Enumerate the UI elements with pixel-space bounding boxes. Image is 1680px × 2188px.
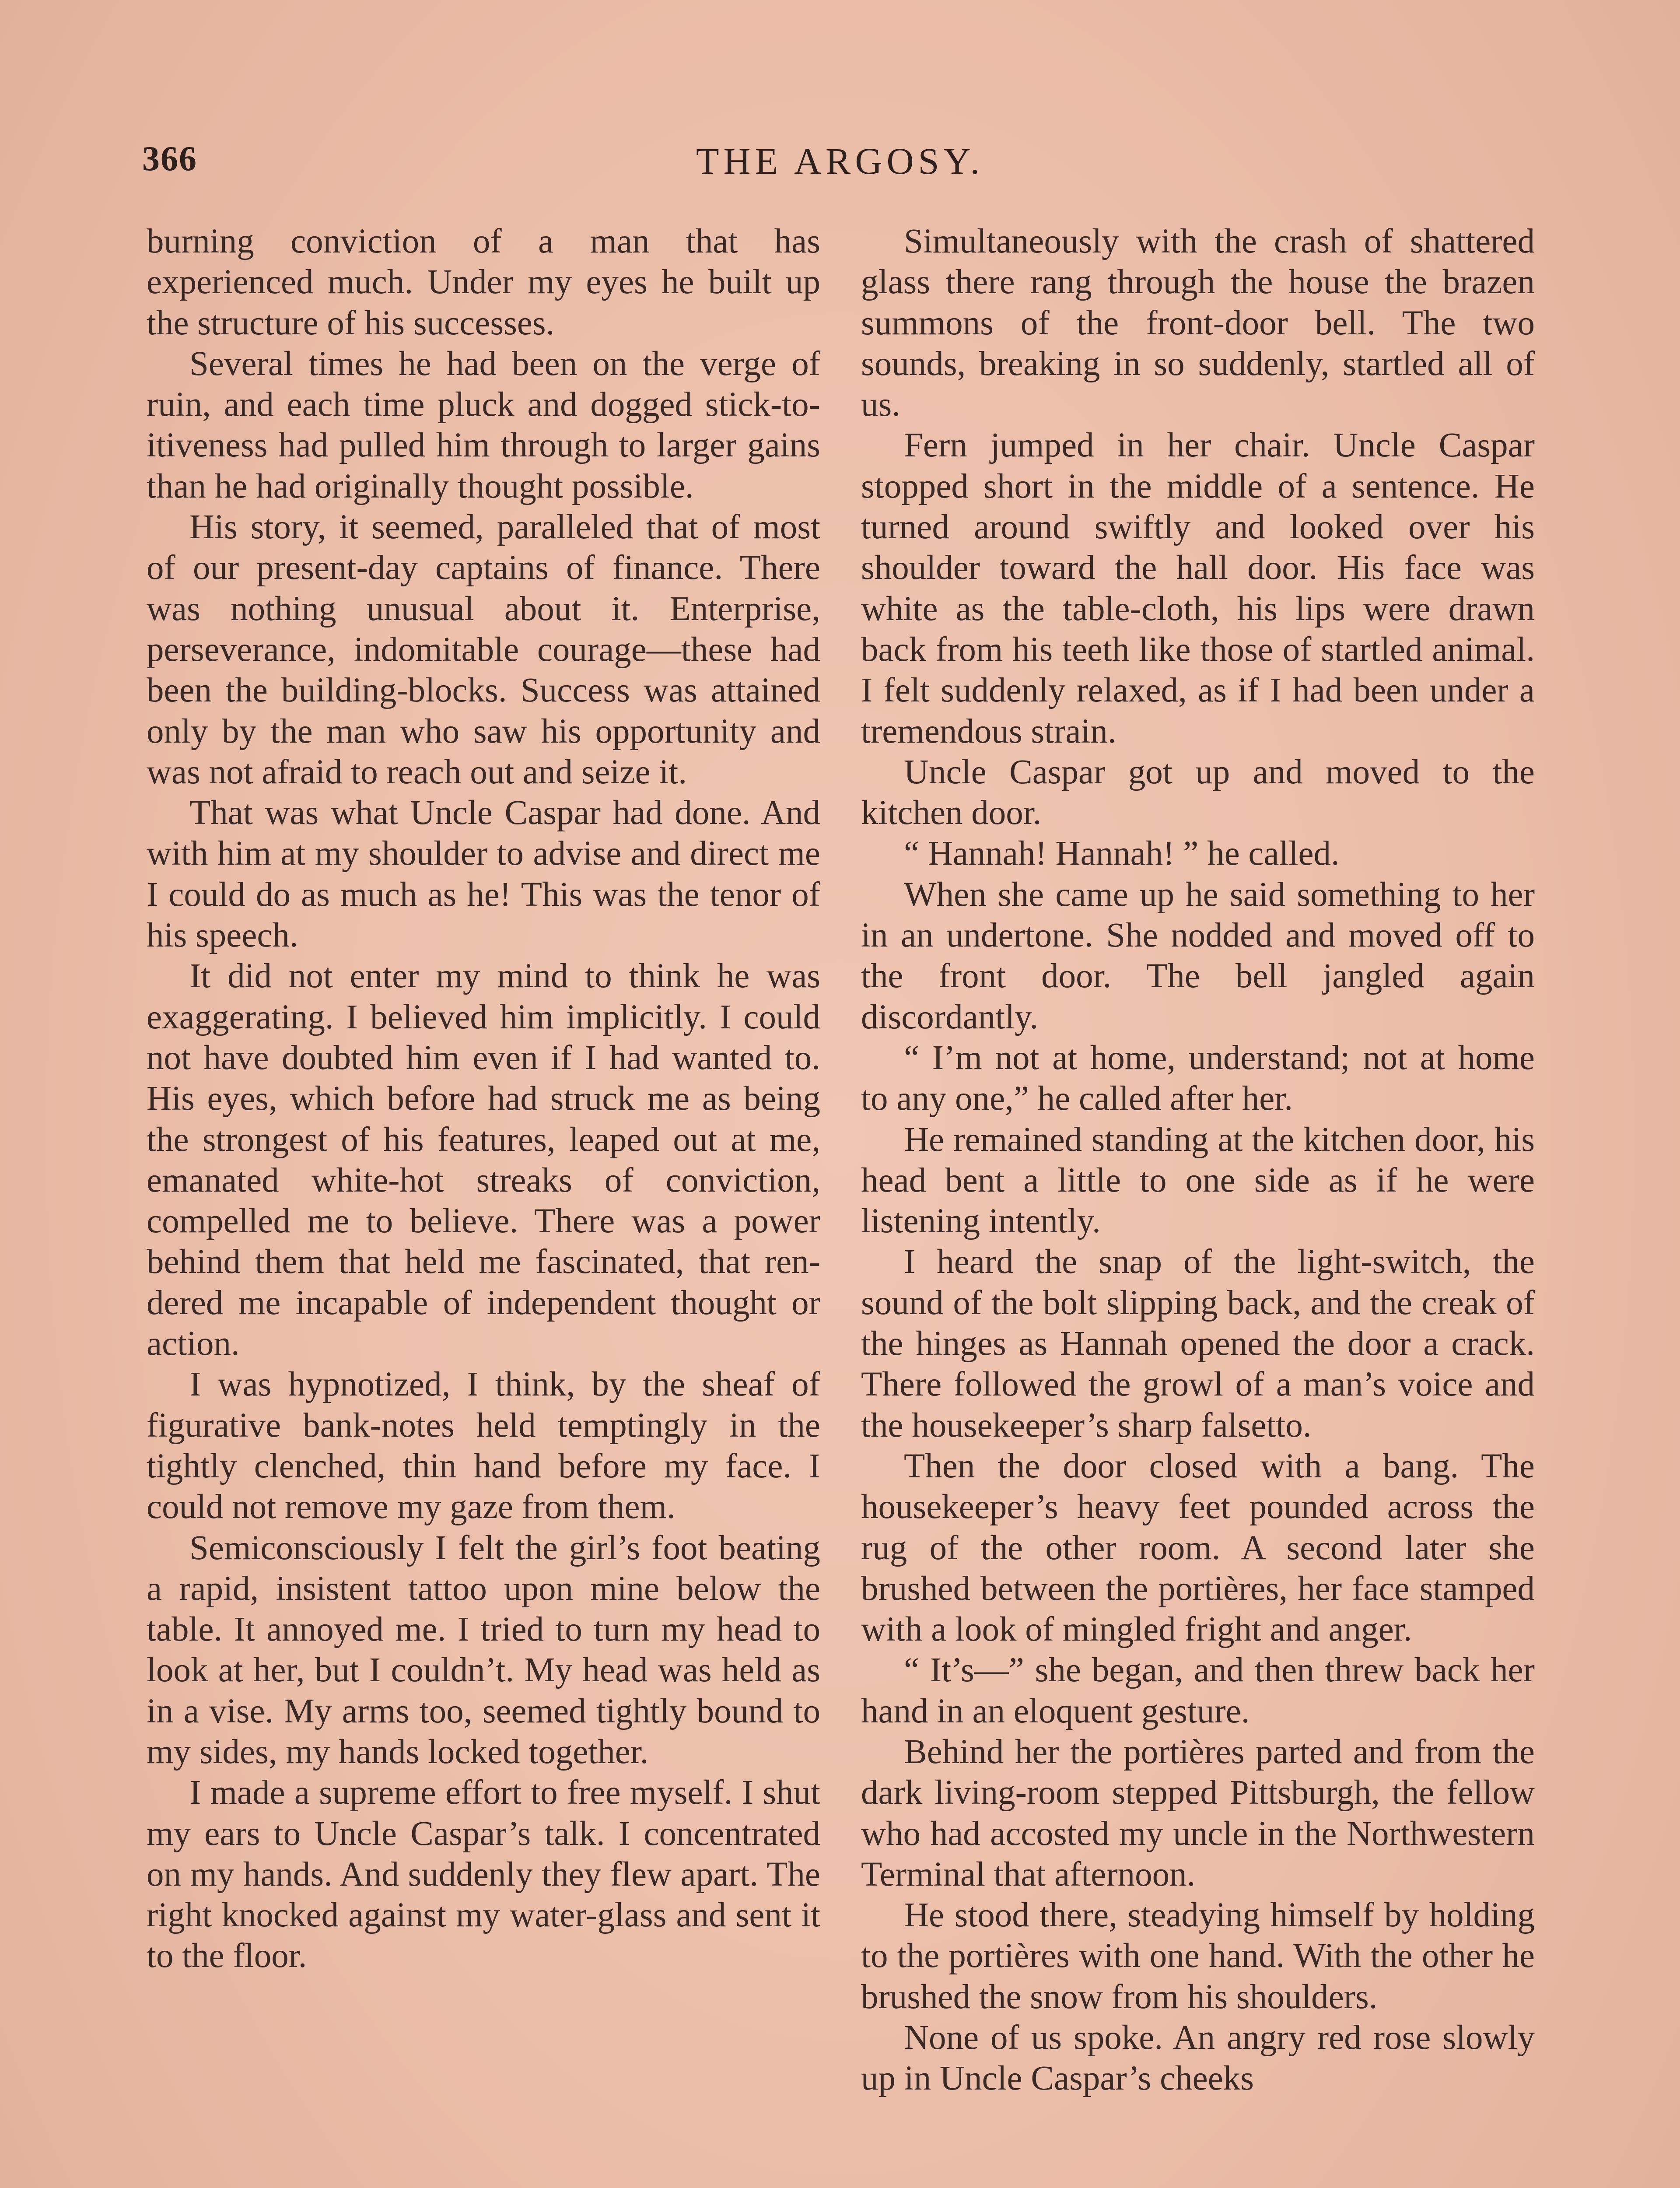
right-column bbox=[861, 221, 1535, 2099]
page-header bbox=[142, 139, 1538, 187]
paragraph: When she came up he said something to her in an undertone. She nodded and moved off to the front door. The bell jangled again discordantly. bbox=[861, 875, 1535, 1036]
paragraph: His story, it seemed, paralleled that of most of our present-day captains of finance. There was nothing unusual about it. Enterprise, perseverance, indomitable courage—these had been the building-blocks. Success was attained only by the man who saw his opportunity and was not afraid to reach out and seize it. bbox=[147, 508, 820, 791]
paragraph: He stood there, steadying himself by holding to the portières with one hand. With the other he brushed the snow from his shoulders. bbox=[861, 1896, 1535, 2016]
paragraph: Behind her the portières parted and from the dark living-room stepped Pittsburgh, the fellow who had accosted my uncle in the Northwestern Terminal that afternoon. bbox=[861, 1732, 1535, 1893]
paragraph: burning conviction of a man that has experienced much. Under my eyes he built up the structure of his successes. bbox=[147, 222, 820, 342]
page-number: 366 bbox=[142, 140, 197, 178]
paragraph: I was hypnotized, I think, by the sheaf of figurative bank-notes held temptingly in the tightly clenched, thin hand before my face. I could not remove my gaze from them. bbox=[147, 1365, 820, 1526]
paragraph: Semiconsciously I felt the girl’s foot beating a rapid, insistent tattoo upon mine below the table. It annoyed me. I tried to turn my head to look at her, but I couldn’t. My head was held as in a vise. My arms too, seemed tightly bound to my sides, my hands locked together. bbox=[147, 1529, 820, 1771]
paragraph: I made a supreme effort to free myself. I shut my ears to Uncle Caspar’s talk. I concentrated on my hands. And suddenly they flew apart. The right knocked against my water-glass and sent it to the floor. bbox=[147, 1774, 820, 1975]
paragraph: I heard the snap of the light-switch, the sound of the bolt slipping back, and the creak of the hinges as Hannah opened the door a crack. There followed the growl of a man’s voice and the housekeeper’s sharp falsetto. bbox=[861, 1243, 1535, 1445]
running-head: THE ARGOSY. bbox=[696, 140, 984, 182]
paragraph: Uncle Caspar got up and moved to the kitchen door. bbox=[861, 753, 1535, 832]
paragraph: None of us spoke. An angry red rose slowly up in Uncle Caspar’s cheeks bbox=[861, 2019, 1535, 2098]
paragraph: Several times he had been on the verge of ruin, and each time pluck and dogged stick-to-itiveness had pulled him through to larger gains than he had originally thought possible. bbox=[147, 344, 820, 505]
paragraph: “ Hannah! Hannah! ” he called. bbox=[904, 835, 1340, 873]
paragraph: It did not enter my mind to think he was exaggerating. I believed him implicitly. I could not have doubted him even if I had wanted to. His eyes, which before had struck me as being the strongest of his features, leaped out at me, emanated white-hot streaks of conviction, compelled me to believe. There was a power behind them that held me fascinated, that rendered me incapable of independent thought or action. bbox=[147, 957, 820, 1363]
paragraph: He remained standing at the kitchen door, his head bent a little to one side as if he were listening intently. bbox=[861, 1120, 1535, 1241]
left-column bbox=[147, 221, 820, 1977]
paragraph: Fern jumped in her chair. Uncle Caspar stopped short in the middle of a sentence. He turned around swiftly and looked over his shoulder toward the hall door. His face was white as the table-cloth, his lips were drawn back from his teeth like those of startled animal. I felt suddenly relaxed, as if I had been under a tremendous strain. bbox=[861, 426, 1535, 750]
paragraph: “ It’s—” she began, and then threw back her hand in an eloquent gesture. bbox=[861, 1651, 1535, 1730]
paragraph: That was what Uncle Caspar had done. And with him at my shoulder to advise and direct me I could do as much as he! This was the tenor of his speech. bbox=[147, 794, 820, 955]
paragraph: Then the door closed with a bang. The housekeeper’s heavy feet pounded across the rug of the other room. A second later she brushed between the portières, her face stamped with a look of mingled fright and anger. bbox=[861, 1447, 1535, 1649]
paragraph: “ I’m not at home, understand; not at home to any one,” he called after her. bbox=[861, 1038, 1535, 1118]
paragraph: Simultaneously with the crash of shattered glass there rang through the house the brazen summons of the front-door bell. The two sounds, breaking in so suddenly, startled all of us. bbox=[861, 222, 1535, 424]
